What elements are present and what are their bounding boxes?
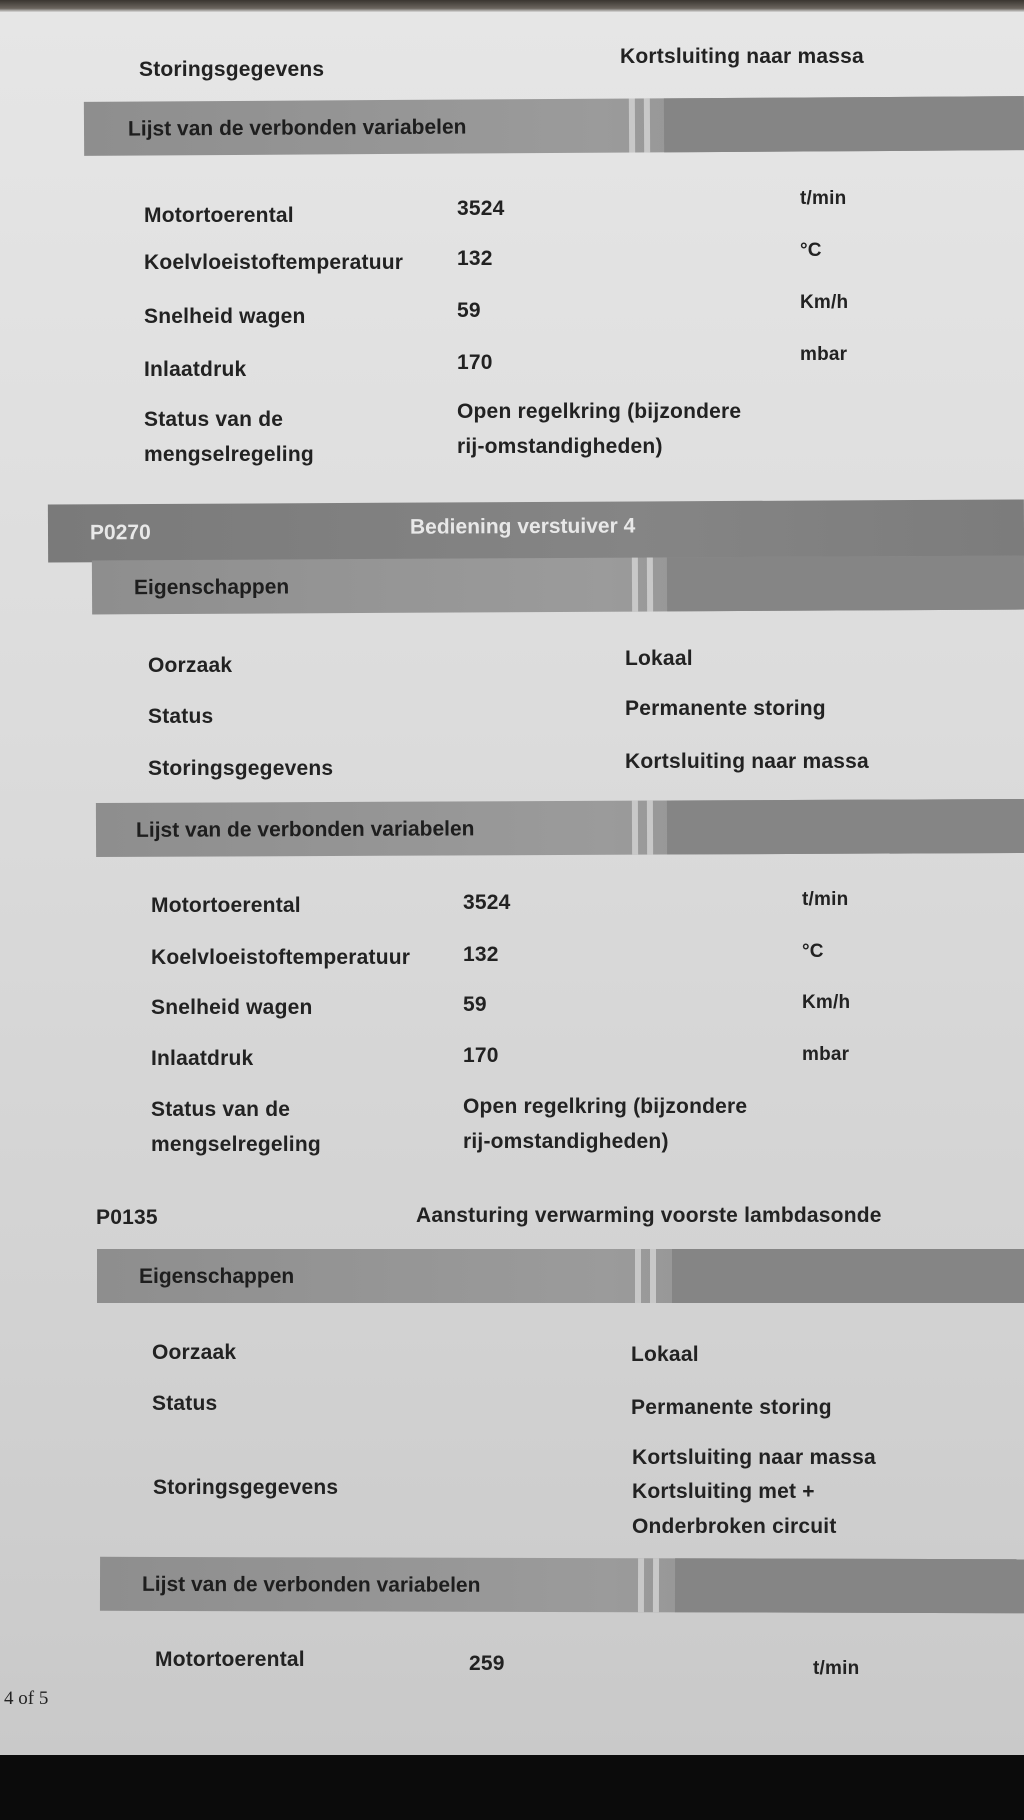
variable-name: Motortoerental — [155, 1648, 305, 1671]
status-label: Status van de — [151, 1098, 291, 1121]
variable-name: Snelheid wagen — [144, 305, 306, 328]
variable-unit: mbar — [802, 1044, 850, 1065]
property-value: Lokaal — [631, 1343, 699, 1366]
property-label: Status — [152, 1392, 218, 1415]
property-value: Lokaal — [625, 647, 693, 670]
eigenschappen-header: Eigenschappen — [139, 1265, 295, 1288]
variables-header: Lijst van de verbonden variabelen — [141, 1572, 481, 1597]
property-label: Status — [148, 705, 214, 728]
variable-value: 170 — [463, 1044, 499, 1067]
status-value: Open regelkring (bijzondere — [463, 1095, 748, 1118]
fault-code: P0270 — [89, 521, 151, 545]
variable-value: 132 — [463, 943, 499, 966]
property-value: Permanente storing — [625, 697, 826, 720]
variable-unit: mbar — [800, 344, 848, 365]
variable-name: Snelheid wagen — [151, 996, 313, 1019]
status-value: Open regelkring (bijzondere — [457, 400, 742, 423]
storingsgegevens-label: Storingsgegevens — [139, 58, 325, 81]
variable-name: Motortoerental — [144, 204, 294, 227]
variable-value: 59 — [463, 993, 487, 1016]
eigenschappen-header-band — [97, 1249, 1024, 1303]
fault-title: Bediening verstuiver 4 — [409, 514, 636, 539]
storingsgegevens-label: Storingsgegevens — [153, 1476, 339, 1499]
background-surface — [0, 1755, 1024, 1820]
variable-unit: t/min — [813, 1658, 860, 1679]
property-label: Oorzaak — [148, 654, 233, 677]
status-label: mengselregeling — [151, 1133, 321, 1156]
status-value: rij-omstandigheden) — [463, 1130, 669, 1153]
property-value: Permanente storing — [631, 1396, 832, 1419]
variable-name: Koelvloeistoftemperatuur — [151, 946, 411, 969]
property-label: Storingsgegevens — [148, 757, 334, 780]
fault-title: Aansturing verwarming voorste lambdasonde — [416, 1204, 882, 1227]
eigenschappen-header-band — [92, 556, 1024, 615]
variable-value: 259 — [469, 1652, 505, 1675]
fault-code: P0135 — [96, 1206, 158, 1229]
fault-code-band — [48, 499, 1024, 562]
variables-header-band — [100, 1557, 1024, 1613]
property-label: Oorzaak — [152, 1341, 237, 1364]
variable-name: Inlaatdruk — [144, 358, 247, 381]
variables-header: Lijst van de verbonden variabelen — [135, 817, 475, 842]
variable-value: 3524 — [457, 197, 505, 220]
variable-unit: Km/h — [802, 992, 851, 1013]
status-label: Status van de — [144, 408, 284, 431]
storingsgegevens-value: Onderbroken circuit — [632, 1515, 837, 1538]
storingsgegevens-value: Kortsluiting met + — [632, 1480, 815, 1503]
variable-value: 170 — [457, 351, 493, 374]
property-value: Kortsluiting naar massa — [625, 750, 869, 773]
variables-header: Lijst van de verbonden variabelen — [127, 115, 467, 141]
variable-value: 132 — [457, 247, 493, 270]
status-label: mengselregeling — [144, 443, 314, 466]
variable-unit: °C — [800, 240, 822, 261]
variable-value: 3524 — [463, 891, 511, 914]
variable-unit: t/min — [802, 889, 849, 910]
variable-unit: °C — [802, 941, 824, 962]
variables-header-band — [96, 799, 1024, 857]
variable-name: Koelvloeistoftemperatuur — [144, 251, 404, 274]
variable-unit: Km/h — [800, 292, 849, 313]
page-top-edge — [0, 0, 1024, 12]
storingsgegevens-value: Kortsluiting naar massa — [620, 45, 864, 68]
status-value: rij-omstandigheden) — [457, 435, 663, 458]
variable-unit: t/min — [800, 188, 847, 209]
eigenschappen-header: Eigenschappen — [133, 575, 290, 600]
variable-name: Inlaatdruk — [151, 1047, 254, 1070]
variable-name: Motortoerental — [151, 894, 301, 917]
variables-header-band — [84, 96, 1024, 156]
page-number: 4 of 5 — [4, 1688, 49, 1709]
variable-value: 59 — [457, 299, 481, 322]
storingsgegevens-value: Kortsluiting naar massa — [632, 1446, 876, 1469]
